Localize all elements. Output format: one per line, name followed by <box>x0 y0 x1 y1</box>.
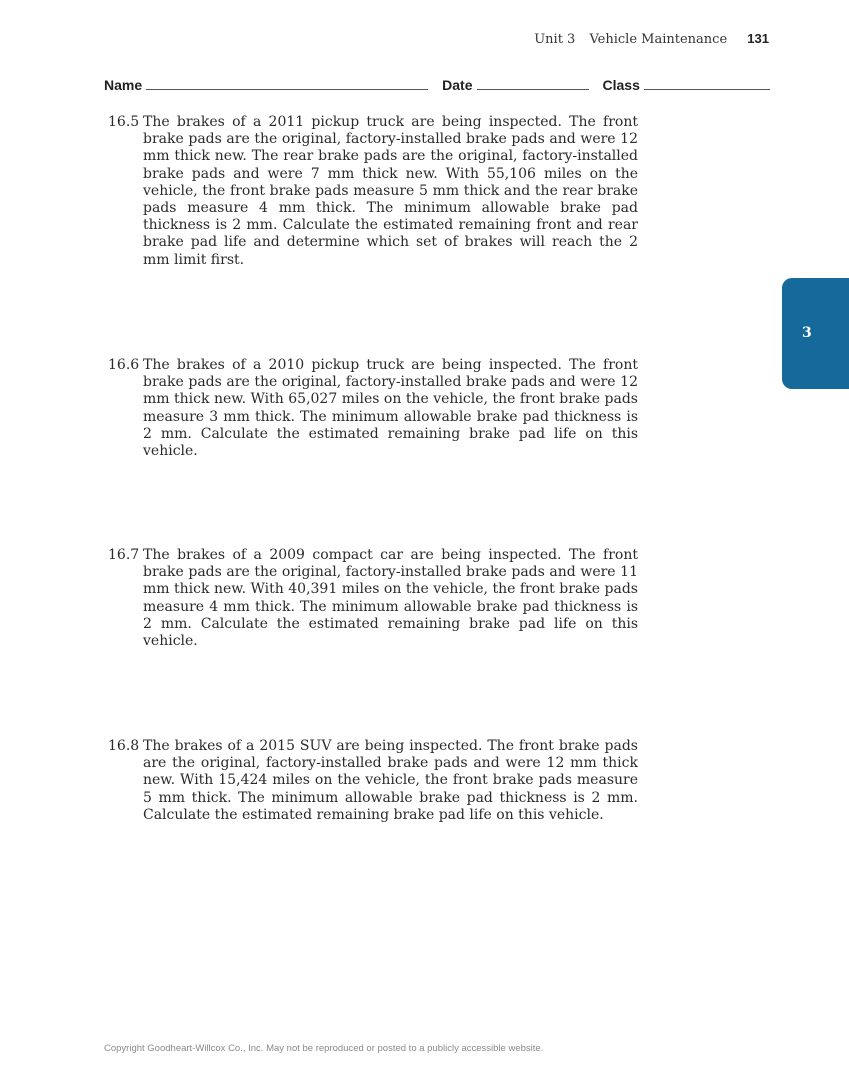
class-label: Class <box>602 77 640 93</box>
name-field[interactable] <box>146 77 428 90</box>
problem-number: 16.8 <box>108 738 140 754</box>
problem-16-7 <box>108 547 638 650</box>
name-label: Name <box>104 77 143 93</box>
problem-number: 16.6 <box>108 357 140 373</box>
student-info-line <box>104 77 770 93</box>
date-field[interactable] <box>477 77 589 90</box>
problem-number: 16.7 <box>108 547 140 563</box>
problem-16-8 <box>108 738 638 824</box>
problem-text: The brakes of a 2009 compact car are being inspected. The front brake pads are the original, factory-installed brake pads and were 11 mm thick new. With 40,391 miles on the vehicle, the front brake pads measure 4 mm thick. The minimum allowable brake pad thickness is 2 mm. Calculate the estimated remaining brake pad life on this vehicle. <box>143 547 638 650</box>
problem-number: 16.5 <box>108 114 140 130</box>
problem-16-6 <box>108 357 638 460</box>
problem-text: The brakes of a 2015 SUV are being inspected. The front brake pads are the original, factory-installed brake pads and were 12 mm thick new. With 15,424 miles on the vehicle, the front brake pads measure 5 mm thick. The minimum allowable brake pad thickness is 2 mm. Calculate the estimated remaining brake pad life on this vehicle. <box>143 738 638 823</box>
unit-side-tab <box>782 278 849 389</box>
problem-16-5 <box>108 114 638 269</box>
problem-text: The brakes of a 2011 pickup truck are being inspected. The front brake pads are the original, factory-installed brake pads and were 12 mm thick new. The rear brake pads are the original, factory-installed brake pads and were 7 mm thick new. With 55,106 miles on the vehicle, the front brake pads measure 5 mm thick and the rear brake pads measure 4 mm thick. The minimum allowable brake pad thickness is 2 mm. Calculate the estimated remaining front and rear brake pad life and determine which set of brakes will reach the 2 mm limit first. <box>143 114 638 268</box>
page-number: 131 <box>747 31 769 46</box>
class-field[interactable] <box>644 77 770 90</box>
unit-label: Unit 3 <box>534 32 576 47</box>
problem-text: The brakes of a 2010 pickup truck are being inspected. The front brake pads are the original, factory-installed brake pads and were 12 mm thick new. With 65,027 miles on the vehicle, the front brake pads measure 3 mm thick. The minimum allowable brake pad thickness is 2 mm. Calculate the estimated remaining brake pad life on this vehicle. <box>143 357 638 460</box>
date-label: Date <box>442 77 473 93</box>
side-tab-label: 3 <box>802 325 812 341</box>
copyright-notice: Copyright Goodheart-Willcox Co., Inc. May not be reproduced or posted to a publicly accessible website. <box>104 1043 544 1054</box>
section-title: Vehicle Maintenance <box>589 32 728 47</box>
running-head <box>534 31 769 47</box>
